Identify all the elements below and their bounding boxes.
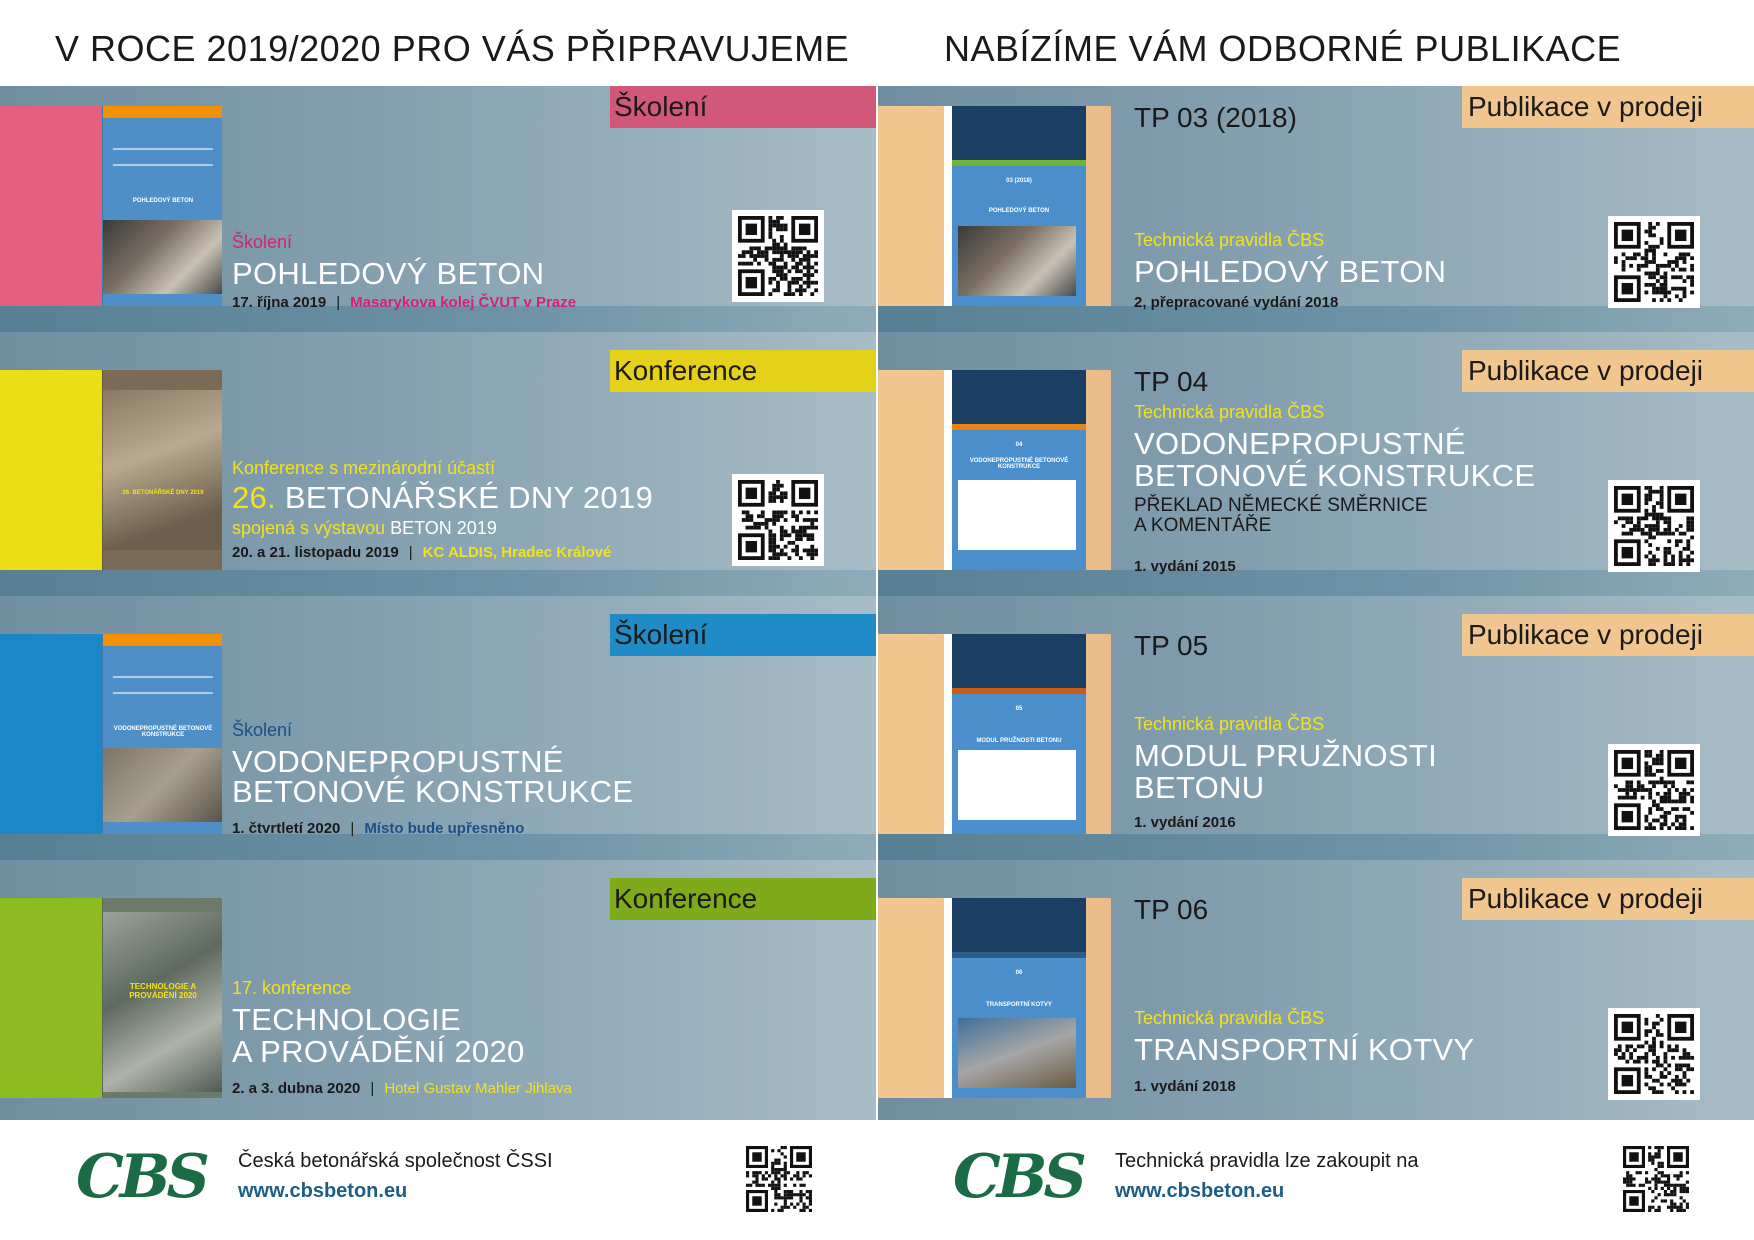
publication-edition: 2, přepracované vydání 2018 — [1134, 294, 1339, 311]
event-card[interactable] — [0, 878, 876, 1098]
event-meta: 2. a 3. dubna 2020 | Hotel Gustav Mahler Jihlava — [232, 1080, 572, 1097]
event-extra-suffix: BETON 2019 — [390, 518, 497, 538]
publication-stripe — [878, 106, 944, 306]
publication-subtitle-line-1: PŘEKLAD NĚMECKÉ SMĚRNICE — [1134, 495, 1428, 516]
qr-code-icon[interactable] — [732, 474, 824, 566]
event-number: 26. — [232, 480, 276, 515]
publication-edition: 1. vydání 2016 — [1134, 814, 1236, 831]
event-cover-image — [102, 634, 222, 834]
publication-card[interactable] — [878, 614, 1754, 834]
footer-org-name: Česká betonářská společnost ČSSI — [238, 1150, 553, 1172]
event-title-line-2: BETONOVÉ KONSTRUKCE — [232, 774, 634, 809]
footer-purchase-text: Technická pravidla lze zakoupit na — [1115, 1150, 1419, 1172]
publication-tag: Publikace v prodeji — [1462, 86, 1754, 128]
publication-cover-image — [944, 370, 1086, 570]
event-place: KC ALDIS, Hradec Králové — [422, 544, 612, 561]
cover-code: 04 — [1015, 442, 1023, 448]
footer-url-link[interactable]: www.cbsbeton.eu — [238, 1180, 408, 1202]
title-left: V ROCE 2019/2020 PRO VÁS PŘIPRAVUJEME — [55, 28, 850, 69]
event-tag: Konference — [610, 350, 876, 392]
publication-stripe — [878, 634, 944, 834]
cover-title: TECHNOLOGIE A PROVÁDĚNÍ 2020 — [129, 982, 197, 1000]
qr-code-icon[interactable] — [1608, 480, 1700, 572]
event-date: 2. a 3. dubna 2020 — [232, 1080, 361, 1097]
publication-code: TP 06 — [1134, 894, 1209, 925]
events-panel — [0, 86, 876, 1120]
publication-spine — [1086, 370, 1111, 570]
footer-right — [877, 1120, 1754, 1240]
publication-title-line-1: VODONEPROPUSTNÉ — [1134, 426, 1466, 461]
publication-tag: Publikace v prodeji — [1462, 878, 1754, 920]
event-title — [232, 482, 653, 513]
event-title-line-1: TECHNOLOGIE — [232, 1002, 461, 1037]
divider-band — [0, 834, 876, 860]
event-place: Hotel Gustav Mahler Jihlava — [384, 1080, 572, 1097]
event-color-stripe — [0, 898, 102, 1098]
event-type: Konference s mezinárodní účastí — [232, 458, 496, 478]
event-date: 20. a 21. listopadu 2019 — [232, 544, 399, 561]
qr-code-icon[interactable] — [1608, 744, 1700, 836]
publication-series: Technická pravidla ČBS — [1134, 230, 1325, 250]
event-tag: Školení — [610, 614, 876, 656]
qr-code-icon[interactable] — [1608, 216, 1700, 308]
publication-title: TRANSPORTNÍ KOTVY — [1134, 1032, 1475, 1067]
event-extra — [232, 518, 497, 539]
publication-edition: 1. vydání 2015 — [1134, 558, 1236, 575]
event-date: 17. října 2019 — [232, 294, 327, 311]
footer-url-link[interactable]: www.cbsbeton.eu — [1115, 1180, 1285, 1202]
event-place: Masarykova kolej ČVUT v Praze — [350, 294, 577, 311]
event-meta: 17. října 2019 | Masarykova kolej ČVUT v Praze — [232, 294, 577, 311]
event-date: 1. čtvrtletí 2020 — [232, 820, 341, 837]
publication-title-line-1: MODUL PRUŽNOSTI — [1134, 738, 1438, 773]
publication-series: Technická pravidla ČBS — [1134, 1008, 1325, 1028]
qr-code-icon[interactable] — [746, 1146, 812, 1212]
event-color-stripe — [0, 370, 102, 570]
event-tag: Konference — [610, 878, 876, 920]
publication-code: TP 04 — [1134, 366, 1209, 397]
cover-code: 03 (2018) — [1006, 178, 1032, 184]
publications-panel — [878, 86, 1754, 1120]
publication-edition: 1. vydání 2018 — [1134, 1078, 1236, 1095]
publication-spine — [1086, 106, 1111, 306]
event-color-stripe — [0, 106, 102, 306]
cover-label: MODUL PRUŽNOSTI BETONU — [976, 738, 1062, 744]
qr-code-icon[interactable] — [1608, 1008, 1700, 1100]
event-title-line-2: A PROVÁDĚNÍ 2020 — [232, 1034, 525, 1069]
divider-band — [0, 570, 876, 596]
event-color-stripe — [0, 634, 102, 834]
cover-title: 26. BETONÁŘSKÉ DNY 2019 — [122, 490, 204, 496]
publication-cover-image — [944, 898, 1086, 1098]
publication-stripe — [878, 370, 944, 570]
cover-label: POHLEDOVÝ BETON — [988, 208, 1050, 214]
cover-code: 05 — [1015, 706, 1023, 712]
event-meta: 20. a 21. listopadu 2019 | KC ALDIS, Hradec Králové — [232, 544, 612, 561]
cover-label: TRANSPORTNÍ KOTVY — [986, 1002, 1052, 1008]
publication-title: POHLEDOVÝ BETON — [1134, 254, 1447, 289]
publication-spine — [1086, 898, 1111, 1098]
event-type: Školení — [232, 720, 293, 740]
event-card[interactable] — [0, 350, 876, 570]
qr-code-icon[interactable] — [1623, 1146, 1689, 1212]
event-title: POHLEDOVÝ BETON — [232, 256, 545, 291]
publication-spine — [1086, 634, 1111, 834]
event-meta: 1. čtvrtletí 2020 | Místo bude upřesněno — [232, 820, 525, 837]
event-type: 17. konference — [232, 978, 352, 998]
cbs-logo: CBS — [953, 1142, 1083, 1212]
publication-card[interactable] — [878, 350, 1754, 575]
divider-band — [878, 834, 1754, 860]
event-card[interactable] — [0, 614, 876, 837]
cover-code: 06 — [1015, 970, 1023, 976]
event-place: Místo bude upřesněno — [364, 820, 525, 837]
event-extra-prefix: spojená s výstavou — [232, 518, 386, 538]
divider-band — [878, 570, 1754, 596]
publication-title-line-2: BETONU — [1134, 770, 1265, 805]
event-cover-image — [102, 106, 222, 306]
cbs-logo: CBS — [76, 1142, 206, 1212]
publication-card[interactable] — [878, 86, 1754, 311]
cover-title: VODONEPROPUSTNÉ BETONOVÉ KONSTRUKCE — [113, 726, 213, 738]
publication-tag: Publikace v prodeji — [1462, 350, 1754, 392]
publication-tag: Publikace v prodeji — [1462, 614, 1754, 656]
publication-cover-image — [944, 106, 1086, 306]
event-card[interactable] — [0, 86, 876, 311]
footer-left — [0, 1120, 877, 1240]
publication-card[interactable] — [878, 878, 1754, 1098]
event-cover-image — [102, 898, 222, 1098]
event-title-line-1: VODONEPROPUSTNÉ — [232, 744, 564, 779]
cover-title: POHLEDOVÝ BETON — [132, 198, 194, 204]
publication-subtitle-line-2: A KOMENTÁŘE — [1134, 515, 1272, 536]
publication-series: Technická pravidla ČBS — [1134, 714, 1325, 734]
event-cover-image — [102, 370, 222, 570]
publication-title-line-2: BETONOVÉ KONSTRUKCE — [1134, 458, 1536, 493]
event-type: Školení — [232, 232, 293, 252]
publication-code: TP 05 — [1134, 630, 1209, 661]
publication-stripe — [878, 898, 944, 1098]
publication-cover-image — [944, 634, 1086, 834]
cover-label: VODONEPROPUSTNÉ BETONOVÉ KONSTRUKCE — [969, 458, 1069, 470]
event-tag: Školení — [610, 86, 876, 128]
title-right: NABÍZÍME VÁM ODBORNÉ PUBLIKACE — [944, 28, 1622, 69]
publication-code: TP 03 (2018) — [1134, 102, 1297, 133]
publication-series: Technická pravidla ČBS — [1134, 402, 1325, 422]
qr-code-icon[interactable] — [732, 210, 824, 302]
event-title-text: BETONÁŘSKÉ DNY 2019 — [284, 480, 654, 515]
